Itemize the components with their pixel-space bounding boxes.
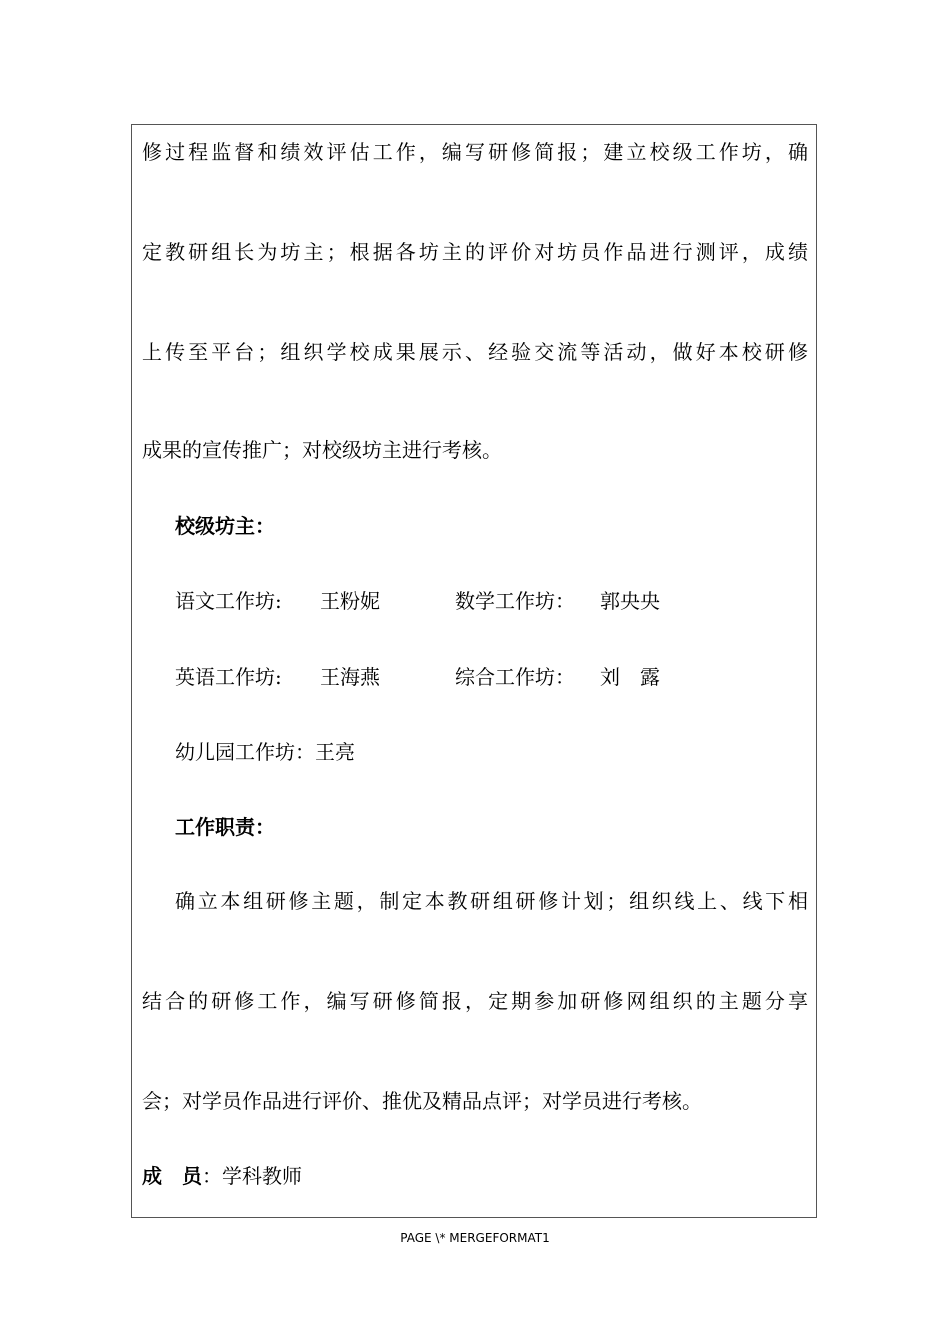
hosts-row-2: [175, 665, 775, 689]
host-label-chinese: 语文工作坊:: [175, 589, 282, 613]
school-hosts-heading: 校级坊主：: [175, 514, 275, 538]
job-duties-line-3: 会；对学员作品进行评价、推优及精品点评；对学员进行考核。: [142, 1089, 702, 1113]
members-colon: ：: [202, 1164, 222, 1188]
page-footer: PAGE \* MERGEFORMAT1: [400, 1231, 550, 1245]
host-label-comprehensive: 综合工作坊：: [455, 665, 575, 689]
host-name-english: 王海燕: [320, 665, 380, 689]
duties-paragraph-line-4: 成果的宣传推广；对校级坊主进行考核。: [142, 438, 502, 462]
members-line: [142, 1164, 302, 1188]
job-duties-heading: 工作职责：: [175, 815, 275, 839]
hosts-row-1: [175, 589, 775, 613]
kindergarten-host: 幼儿园工作坊：王亮: [175, 740, 355, 764]
host-label-english: 英语工作坊:: [175, 665, 282, 689]
duties-paragraph-line-3: 上传至平台；组织学校成果展示、经验交流等活动，做好本校研修: [142, 340, 808, 364]
members-label: 成 员: [142, 1164, 202, 1188]
host-name-chinese: 王粉妮: [320, 589, 380, 613]
host-name-math: 郭央央: [600, 589, 660, 613]
duties-paragraph-line-1: 修过程监督和绩效评估工作，编写研修简报；建立校级工作坊，确: [142, 140, 808, 164]
host-label-math: 数学工作坊：: [455, 589, 575, 613]
members-value: 学科教师: [222, 1164, 302, 1188]
job-duties-line-1: 确立本组研修主题，制定本教研组研修计划；组织线上、线下相: [175, 889, 808, 913]
duties-paragraph-line-2: 定教研组长为坊主；根据各坊主的评价对坊员作品进行测评，成绩: [142, 240, 808, 264]
job-duties-line-2: 结合的研修工作，编写研修简报，定期参加研修网组织的主题分享: [142, 989, 808, 1013]
host-name-comprehensive: 刘 露: [600, 665, 660, 689]
